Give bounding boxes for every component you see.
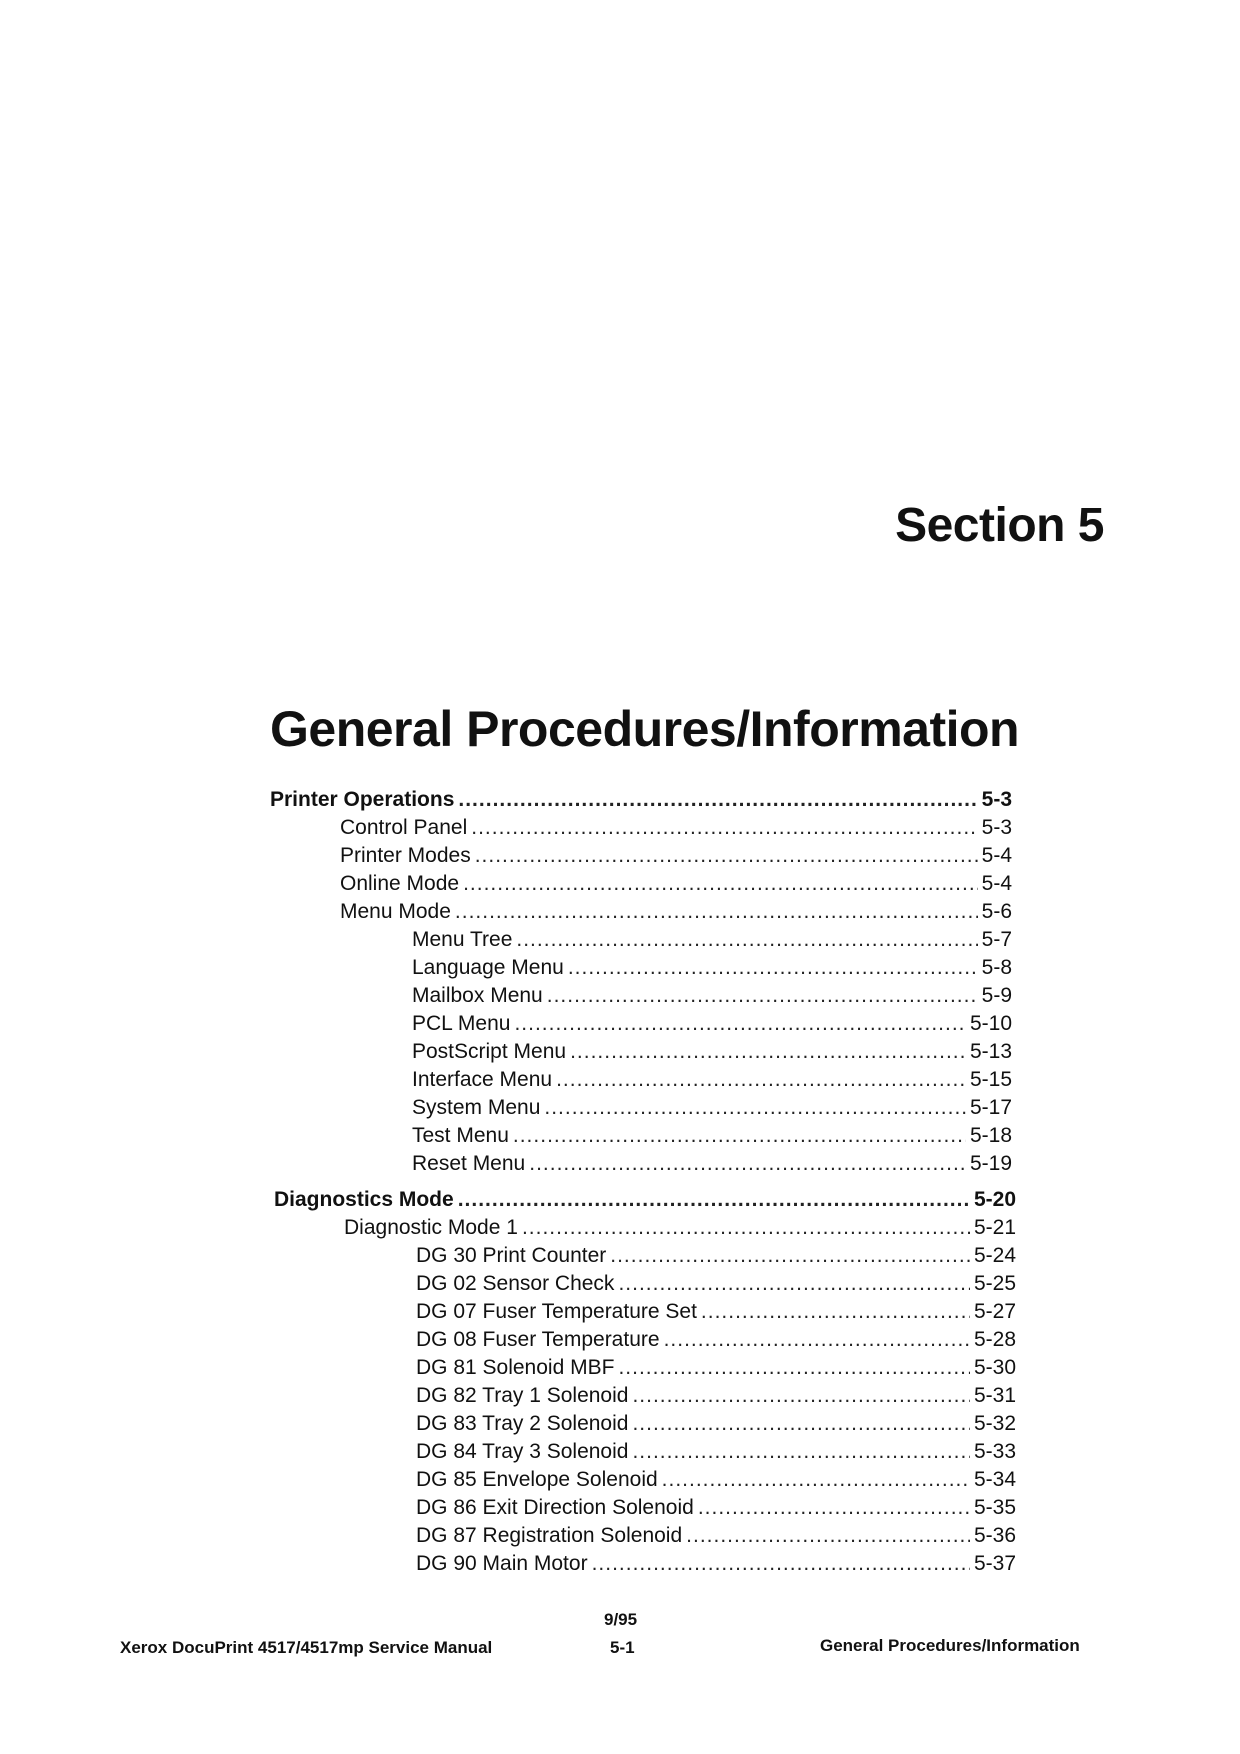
toc-dot-leader [514,1010,966,1038]
toc-dot-leader [458,786,977,814]
toc-entry [412,954,1012,982]
toc-dot-leader [570,1038,966,1066]
toc-entry [416,1298,1016,1326]
toc-dot-leader [556,1066,966,1094]
toc-dot-leader [529,1150,966,1178]
toc-entry [416,1382,1016,1410]
toc-dot-leader [632,1438,970,1466]
toc-entry-page: 5-20 [973,1188,1016,1211]
toc-entry-page: 5-33 [973,1440,1016,1463]
toc-dot-leader [516,926,977,954]
toc-entry-label: DG 81 Solenoid MBF [416,1356,615,1379]
toc-entry-label: Printer Operations [270,788,455,811]
toc-dot-leader [458,1186,970,1214]
toc-entry [340,898,1012,926]
toc-entry [416,1270,1016,1298]
toc-dot-leader [662,1466,970,1494]
toc-entry-page: 5-35 [973,1496,1016,1519]
toc-dot-leader [610,1242,970,1270]
toc-entry-label: Mailbox Menu [412,984,543,1007]
toc-dot-leader [544,1094,966,1122]
toc-entry-label: DG 30 Print Counter [416,1244,607,1267]
footer-manual-title: Xerox DocuPrint 4517/4517mp Service Manual [120,1638,493,1657]
toc-entry [416,1550,1016,1578]
toc-entry-label: DG 83 Tray 2 Solenoid [416,1412,629,1435]
toc-entry-page: 5-34 [973,1468,1016,1491]
toc-entry-page: 5-10 [969,1012,1012,1035]
toc-entry-page: 5-30 [973,1356,1016,1379]
toc-entry-page: 5-25 [973,1272,1016,1295]
toc-entry-label: Diagnostic Mode 1 [344,1216,518,1239]
toc-entry [412,1066,1012,1094]
toc-entry-label: DG 85 Envelope Solenoid [416,1468,658,1491]
toc-entry-label: PCL Menu [412,1012,511,1035]
footer-date: 9/95 [604,1610,638,1629]
toc-entry-label: DG 90 Main Motor [416,1552,588,1575]
toc-entry-page: 5-28 [973,1328,1016,1351]
toc-heading [270,786,1012,814]
toc-dot-leader [701,1298,970,1326]
toc-entry-page: 5-9 [981,984,1012,1007]
toc-entry-page: 5-21 [973,1216,1016,1239]
toc-entry-page: 5-36 [973,1524,1016,1547]
toc-heading [274,1186,1016,1214]
toc-entry [340,814,1012,842]
toc-entry-label: Menu Mode [340,900,451,923]
toc-group [0,1186,1240,1578]
toc-entry [416,1326,1016,1354]
toc-entry [412,1038,1012,1066]
toc-entry-page: 5-27 [973,1300,1016,1323]
toc-entry-page: 5-37 [973,1552,1016,1575]
toc-entry [344,1214,1016,1242]
toc-entry [416,1494,1016,1522]
toc-entry-label: DG 82 Tray 1 Solenoid [416,1384,629,1407]
toc-entry-label: DG 02 Sensor Check [416,1272,615,1295]
toc-dot-leader [618,1354,970,1382]
toc-entry-label: Language Menu [412,956,564,979]
toc-dot-leader [547,982,978,1010]
toc-entry-page: 5-19 [969,1152,1012,1175]
toc-group [0,786,1240,1178]
toc-entry-page: 5-6 [981,900,1012,923]
toc-entry-label: Menu Tree [412,928,513,951]
toc-entry [416,1410,1016,1438]
toc-entry [340,870,1012,898]
toc-dot-leader [475,842,978,870]
toc-entry-page: 5-32 [973,1412,1016,1435]
toc-dot-leader [568,954,978,982]
toc-entry-page: 5-3 [981,816,1012,839]
toc-dot-leader [664,1326,970,1354]
toc-entry-label: DG 07 Fuser Temperature Set [416,1300,697,1323]
toc-entry-page: 5-17 [969,1096,1012,1119]
toc-entry [412,926,1012,954]
toc-entry [412,1094,1012,1122]
toc-dot-leader [618,1270,970,1298]
toc-dot-leader [632,1410,970,1438]
toc-entry-page: 5-24 [973,1244,1016,1267]
toc-dot-leader [455,898,978,926]
toc-entry [412,1122,1012,1150]
toc-entry-page: 5-3 [981,788,1012,811]
toc-entry [412,982,1012,1010]
toc-entry [416,1522,1016,1550]
toc-entry-page: 5-7 [981,928,1012,951]
toc-entry-label: DG 86 Exit Direction Solenoid [416,1496,694,1519]
footer-page-number: 5-1 [610,1638,635,1657]
toc-entry-page: 5-4 [981,844,1012,867]
toc-entry-label: Reset Menu [412,1152,526,1175]
table-of-contents [0,786,1240,1586]
toc-entry [412,1150,1012,1178]
toc-dot-leader [463,870,978,898]
toc-dot-leader [632,1382,970,1410]
toc-entry-page: 5-15 [969,1068,1012,1091]
toc-entry [416,1354,1016,1382]
toc-entry-label: DG 87 Registration Solenoid [416,1524,683,1547]
toc-entry-label: Control Panel [340,816,468,839]
toc-entry-label: Test Menu [412,1124,509,1147]
toc-entry-label: Printer Modes [340,844,471,867]
toc-entry-label: Interface Menu [412,1068,553,1091]
toc-entry-page: 5-8 [981,956,1012,979]
toc-entry [412,1010,1012,1038]
toc-entry [416,1466,1016,1494]
toc-entry-label: PostScript Menu [412,1040,567,1063]
section-title: Section 5 [895,499,1104,552]
toc-entry-label: System Menu [412,1096,541,1119]
toc-entry-page: 5-4 [981,872,1012,895]
toc-entry-page: 5-31 [973,1384,1016,1407]
toc-entry [340,842,1012,870]
toc-dot-leader [686,1522,970,1550]
toc-entry-page: 5-13 [969,1040,1012,1063]
toc-dot-leader [592,1550,970,1578]
toc-dot-leader [698,1494,970,1522]
toc-dot-leader [471,814,977,842]
chapter-title: General Procedures/Information [270,701,1020,757]
toc-entry-label: Online Mode [340,872,460,895]
toc-entry-label: DG 84 Tray 3 Solenoid [416,1440,629,1463]
toc-entry-page: 5-18 [969,1124,1012,1147]
toc-dot-leader [522,1214,970,1242]
toc-entry-label: Diagnostics Mode [274,1188,454,1211]
toc-entry [416,1242,1016,1270]
toc-dot-leader [513,1122,966,1150]
toc-entry-label: DG 08 Fuser Temperature [416,1328,660,1351]
footer-chapter-title: General Procedures/Information [820,1636,1080,1655]
toc-entry [416,1438,1016,1466]
